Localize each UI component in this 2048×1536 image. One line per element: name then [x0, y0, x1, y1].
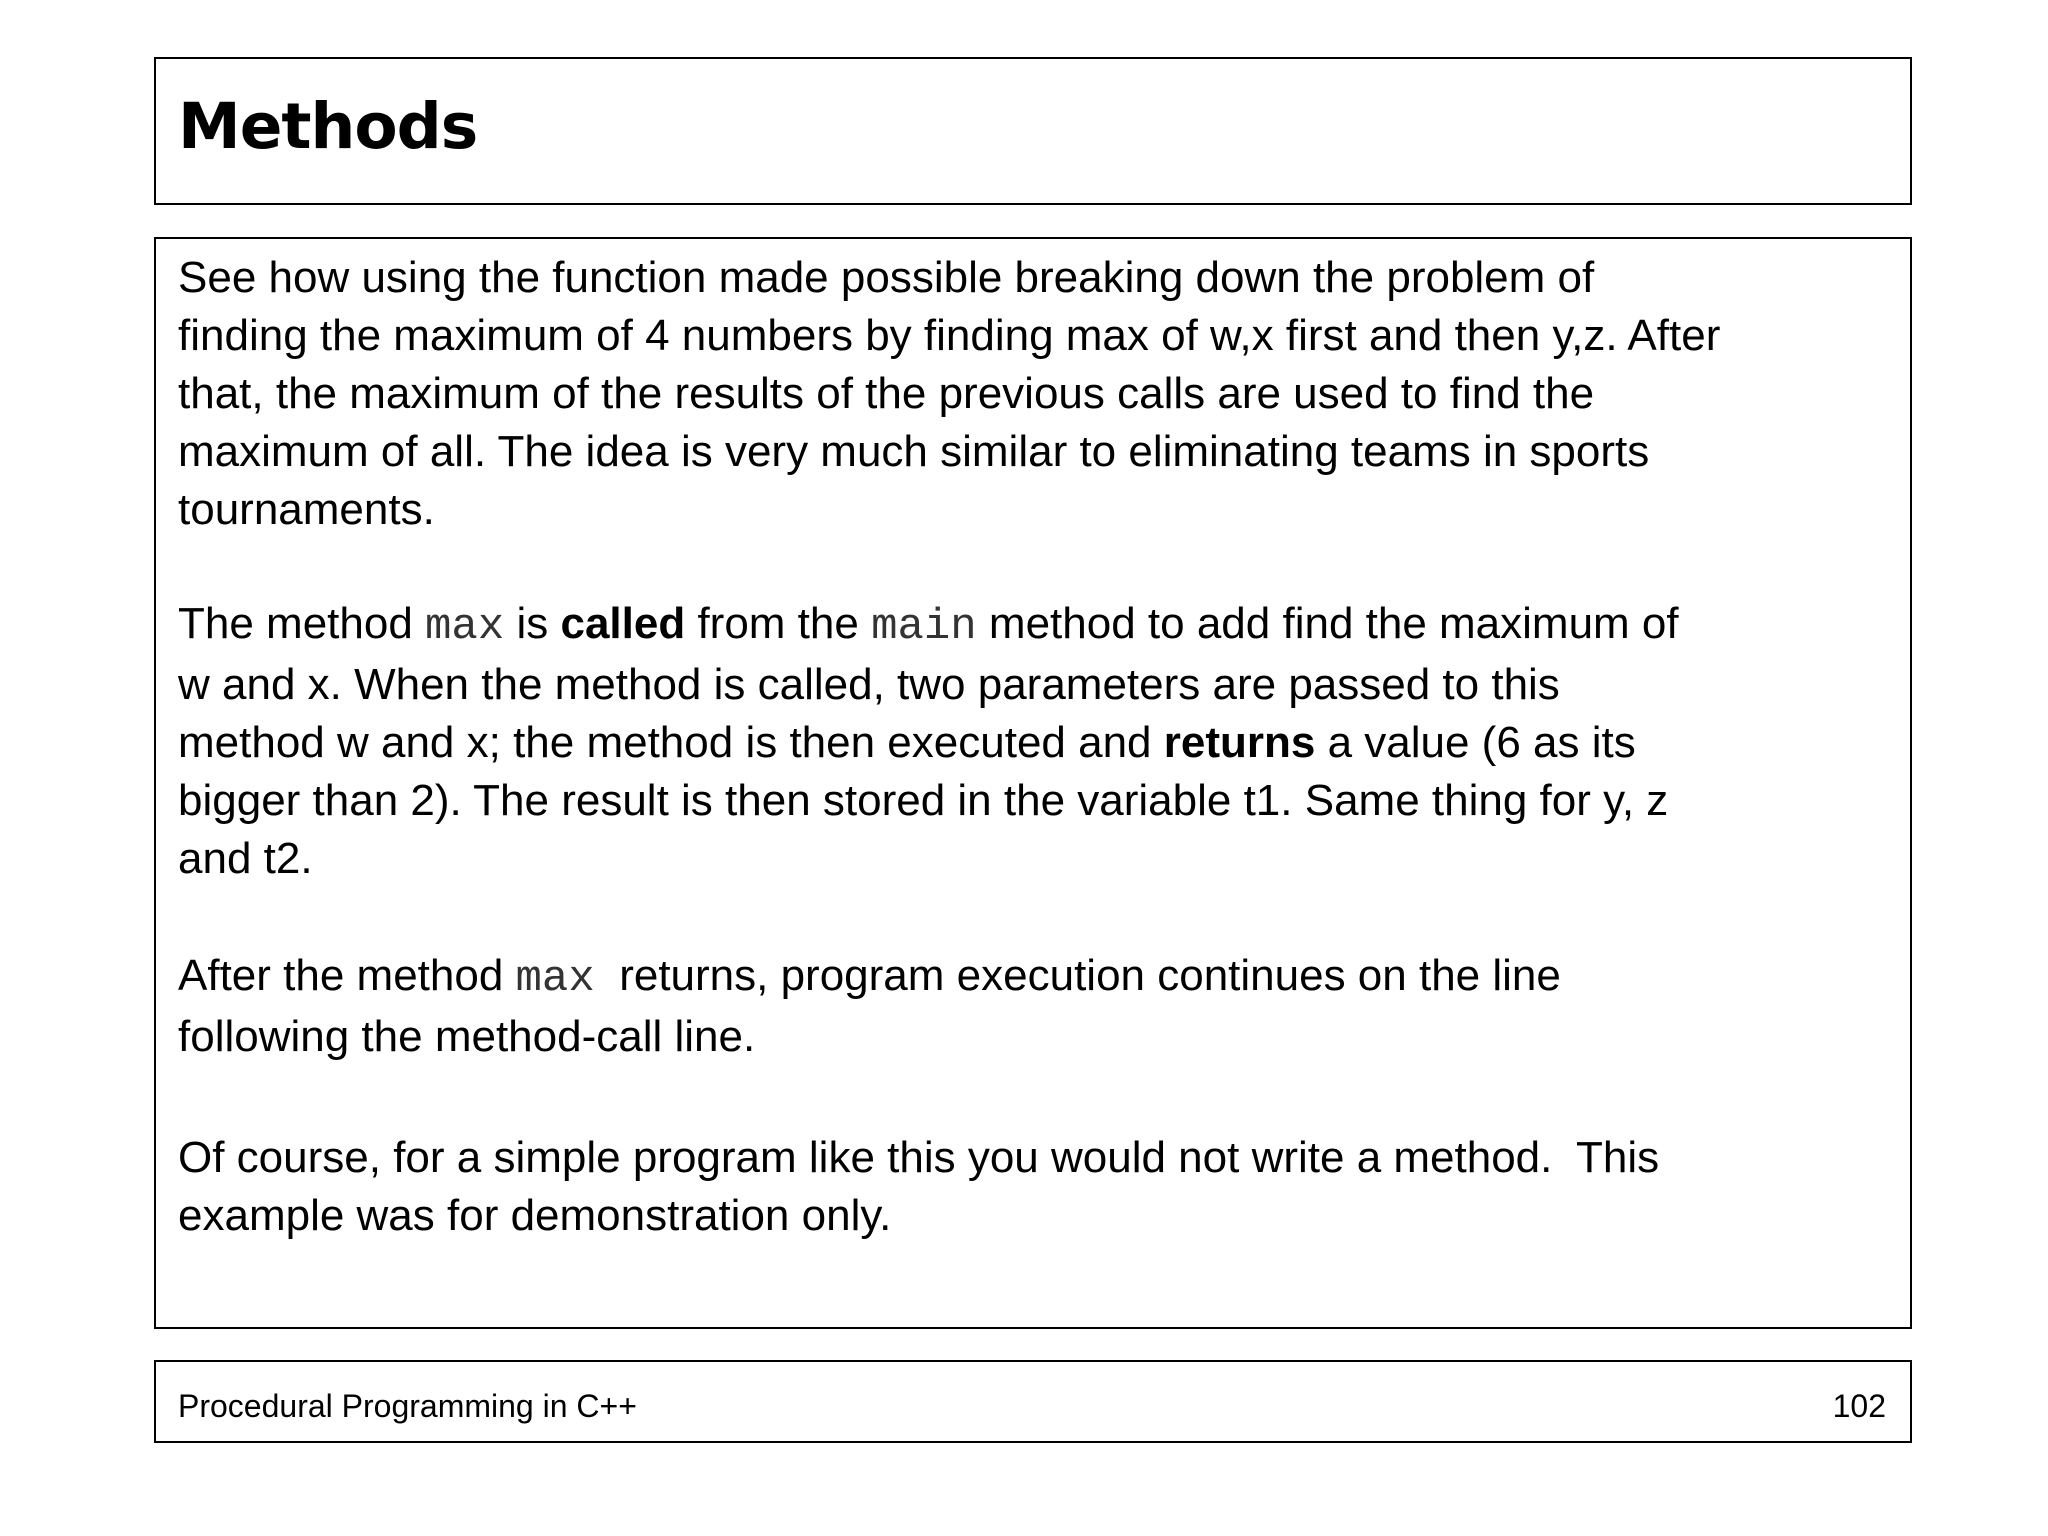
- text-segment: from the: [685, 599, 872, 648]
- paragraph-4-line: Of course, for a simple program like this you would not write a method. This: [178, 1133, 1660, 1182]
- bold-returns: returns: [1163, 718, 1316, 767]
- footer-course-title: Procedural Programming in C++: [178, 1388, 637, 1424]
- text-segment: method w and x; the method is then executed and: [178, 718, 1164, 767]
- text-segment: a value (6 as its: [1315, 718, 1636, 767]
- paragraph-2-line: [178, 714, 1898, 772]
- paragraph-1-line: maximum of all. The idea is very much similar to eliminating teams in sports: [178, 427, 1650, 476]
- code-main: main: [871, 602, 977, 652]
- code-max: max: [515, 954, 595, 1004]
- text-segment: After the method: [178, 951, 516, 1000]
- code-max: max: [425, 602, 505, 652]
- bold-called: called: [560, 599, 686, 648]
- paragraph-1-line: finding the maximum of 4 numbers by finding max of w,x first and then y,z. After: [178, 311, 1721, 360]
- paragraph-4-line: example was for demonstration only.: [178, 1191, 892, 1240]
- slide-title-box: [154, 57, 1912, 205]
- paragraph-2-line: [178, 595, 1898, 656]
- text-segment: method to add find the maximum of: [976, 599, 1679, 648]
- paragraph-3-line: [178, 947, 1898, 1008]
- paragraph-3-line: following the method-call line.: [178, 1012, 756, 1061]
- paragraph-2-line: and t2.: [178, 834, 313, 883]
- text-segment: The method: [178, 599, 426, 648]
- paragraph-2: [178, 595, 1898, 888]
- paragraph-2-line: bigger than 2). The result is then stored in the variable t1. Same thing for y, z: [178, 776, 1669, 825]
- page-number: 102: [1832, 1388, 1886, 1424]
- slide-title: Methods: [178, 90, 478, 163]
- paragraph-1-line: See how using the function made possible breaking down the problem of: [178, 253, 1595, 302]
- text-segment: is: [504, 599, 561, 648]
- text-segment: returns, program execution continues on the line: [594, 951, 1561, 1000]
- paragraph-1: [178, 249, 1898, 539]
- paragraph-1-line: that, the maximum of the results of the previous calls are used to find the: [178, 369, 1595, 418]
- paragraph-3: [178, 947, 1898, 1066]
- slide-content-box: [154, 237, 1912, 1329]
- paragraph-4: [178, 1129, 1898, 1245]
- paragraph-1-line: tournaments.: [178, 485, 435, 534]
- paragraph-2-line: w and x. When the method is called, two parameters are passed to this: [178, 660, 1560, 709]
- slide-footer: [154, 1360, 1912, 1443]
